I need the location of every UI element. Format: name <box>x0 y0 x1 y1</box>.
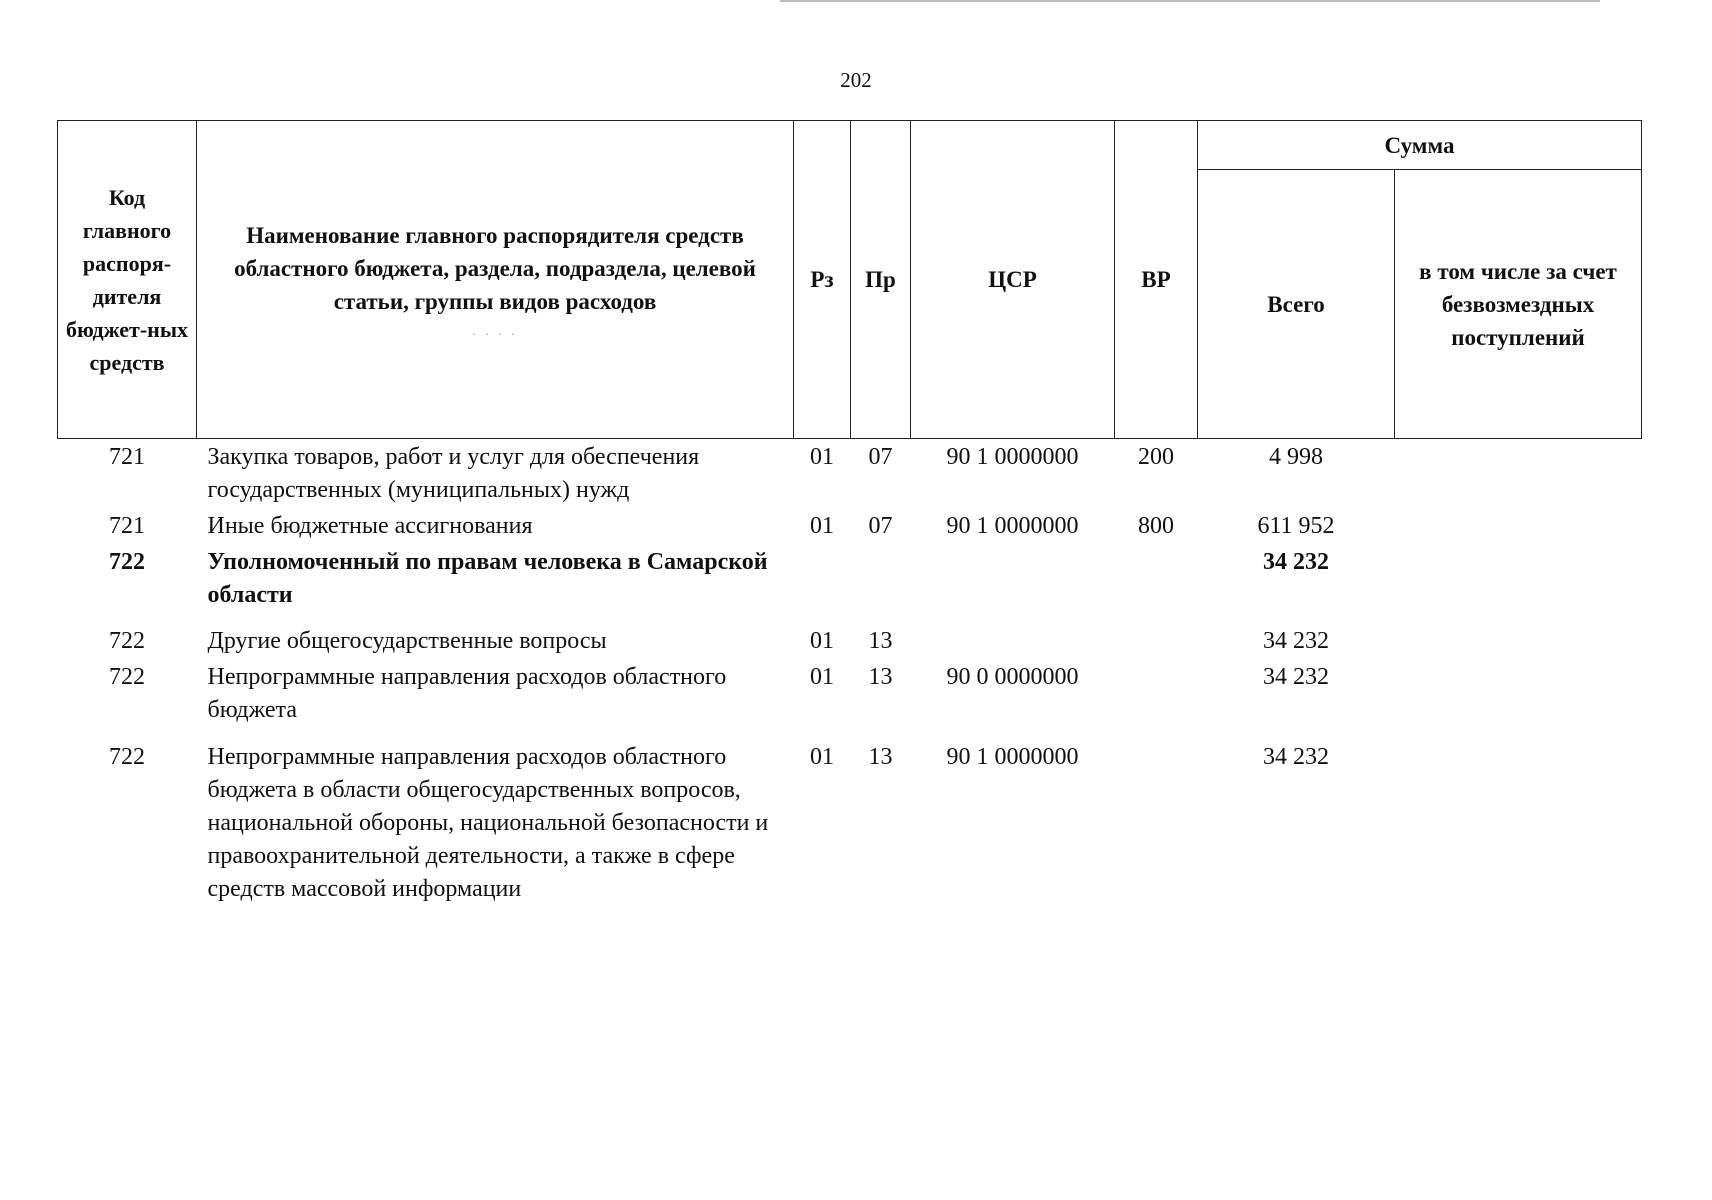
cell-name: Закупка товаров, работ и услуг для обеспечения государственных (муниципальных) нужд <box>207 444 700 503</box>
cell-rz: 01 <box>810 744 834 770</box>
cell-csr: 90 1 0000000 <box>946 444 1079 470</box>
cell-pr: 07 <box>868 444 893 470</box>
cell-vr <box>1115 658 1198 727</box>
cell-rz: 01 <box>810 444 834 470</box>
cell-csr: 90 1 0000000 <box>946 744 1079 770</box>
cell-pr: 13 <box>868 628 893 654</box>
cell-name: Иные бюджетные ассигнования <box>207 513 533 539</box>
cell-pr <box>851 543 911 612</box>
table-row <box>58 727 1642 906</box>
cell-total: 34 232 <box>1263 549 1329 575</box>
cell-pr: 13 <box>868 744 893 770</box>
cell-free <box>1395 439 1642 508</box>
cell-code: 721 <box>109 513 145 539</box>
header-pr: Пр <box>851 121 911 439</box>
header-free: в том числе за счет безвозмездных поступлений <box>1395 170 1642 439</box>
scan-noise-dots: · · · · <box>472 327 518 341</box>
header-code: Код главного распоря-дителя бюджет-ных средств <box>58 121 197 439</box>
table-row <box>58 612 1642 658</box>
table-row <box>58 439 1642 508</box>
header-csr: ЦСР <box>911 121 1115 439</box>
cell-name: Непрограммные направления расходов областного бюджета в области общегосударственных вопросов, национальной обороны, национальной безопасности и правоохранительной деятельности, а также в сфере средств массовой информации <box>207 744 769 902</box>
cell-csr <box>911 543 1115 612</box>
header-name <box>197 121 794 439</box>
header-total: Всего <box>1198 170 1395 439</box>
header-sum: Сумма <box>1198 121 1642 170</box>
cell-pr: 07 <box>868 513 893 539</box>
cell-free <box>1395 507 1642 543</box>
cell-code: 722 <box>109 744 145 770</box>
cell-vr: 800 <box>1138 513 1174 539</box>
header-rz: Рз <box>794 121 851 439</box>
header-vr: ВР <box>1115 121 1198 439</box>
cell-code: 721 <box>109 444 145 470</box>
cell-free <box>1395 727 1642 906</box>
table-header <box>58 121 1642 439</box>
cell-free <box>1395 612 1642 658</box>
cell-free <box>1395 658 1642 727</box>
page-number: 202 <box>840 68 872 92</box>
budget-table <box>57 120 1642 906</box>
cell-vr: 200 <box>1138 444 1174 470</box>
cell-rz: 01 <box>810 513 834 539</box>
scan-edge-line <box>780 0 1600 2</box>
cell-csr: 90 1 0000000 <box>946 513 1079 539</box>
cell-rz: 01 <box>810 664 834 690</box>
cell-total: 4 998 <box>1269 444 1323 470</box>
cell-name: Другие общегосударственные вопросы <box>207 628 607 654</box>
cell-vr <box>1115 612 1198 658</box>
table-row <box>58 507 1642 543</box>
cell-code: 722 <box>109 628 145 654</box>
header-name-label: Наименование главного распорядителя средств областного бюджета, раздела, подраздела, целевой статьи, группы видов расходов <box>234 223 756 314</box>
cell-total: 34 232 <box>1263 628 1329 654</box>
cell-code: 722 <box>109 664 145 690</box>
cell-rz <box>794 543 851 612</box>
table-row <box>58 658 1642 727</box>
table-row-bold <box>58 543 1642 612</box>
cell-free <box>1395 543 1642 612</box>
cell-name: Непрограммные направления расходов областного бюджета <box>207 664 727 723</box>
cell-name: Уполномоченный по правам человека в Самарской области <box>207 549 768 608</box>
cell-total: 34 232 <box>1263 664 1329 690</box>
cell-csr <box>911 612 1115 658</box>
cell-vr <box>1115 727 1198 906</box>
table-body <box>58 439 1642 907</box>
cell-total: 34 232 <box>1263 744 1329 770</box>
cell-code: 722 <box>109 549 145 575</box>
cell-pr: 13 <box>868 664 893 690</box>
cell-csr: 90 0 0000000 <box>946 664 1079 690</box>
cell-rz: 01 <box>810 628 834 654</box>
cell-total: 611 952 <box>1257 513 1335 539</box>
cell-vr <box>1115 543 1198 612</box>
